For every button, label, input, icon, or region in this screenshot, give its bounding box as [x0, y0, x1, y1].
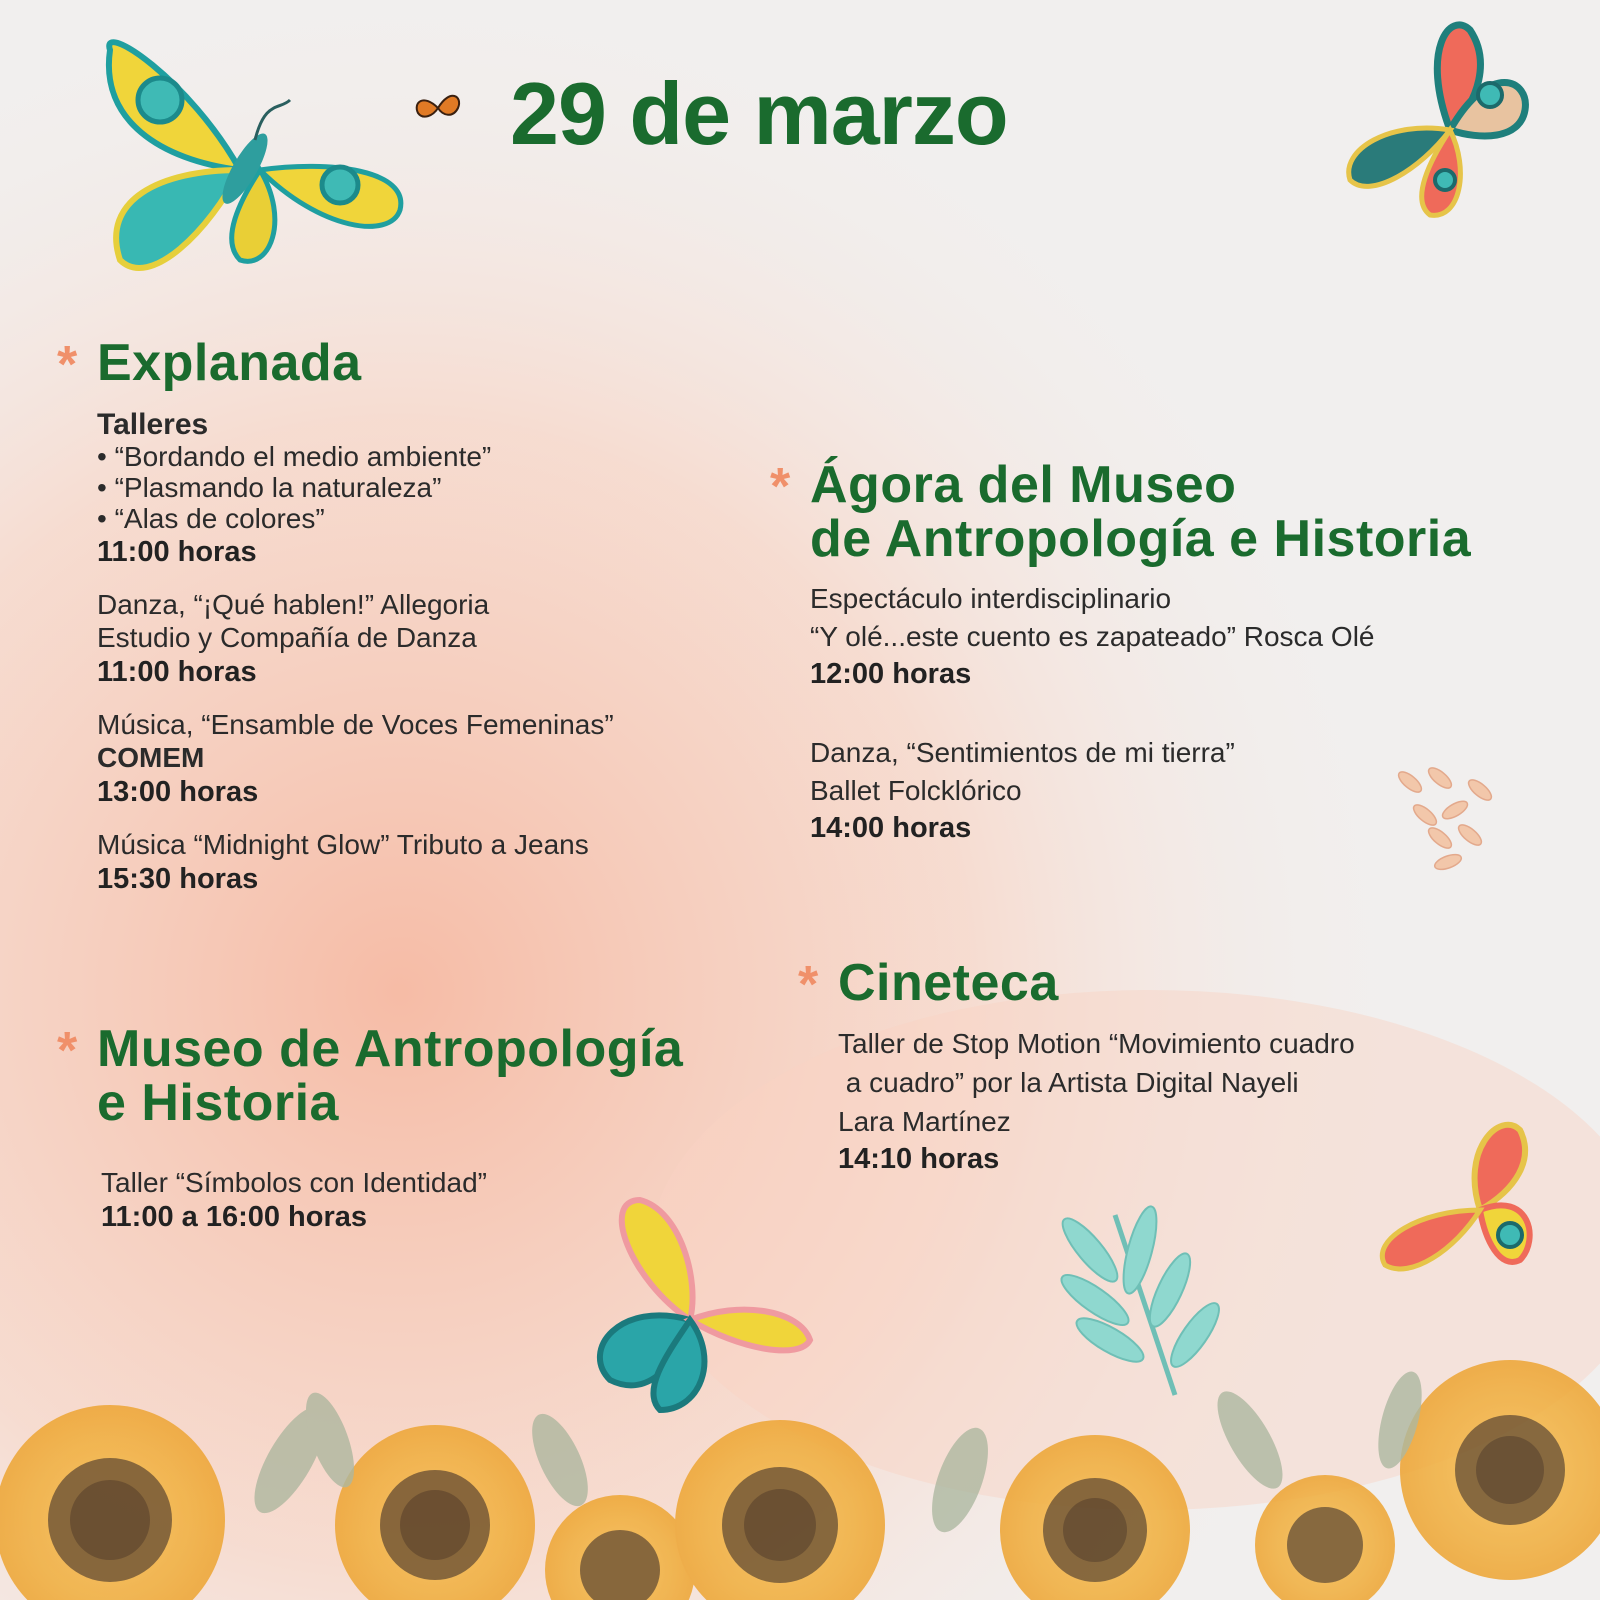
event-time: 11:00 horas: [97, 536, 257, 568]
agora-heading: [770, 456, 1570, 568]
event-time: 11:00 a 16:00 horas: [101, 1201, 368, 1233]
talleres-block: [97, 408, 737, 570]
agora-event1: [810, 580, 1570, 692]
explanada-heading: [57, 334, 737, 394]
event-title: Lara Martínez: [838, 1106, 1011, 1137]
taller-item: • “Plasmando la naturaleza”: [97, 472, 442, 503]
cineteca-heading: [798, 954, 1538, 1014]
event-title: Música “Midnight Glow” Tributo a Jeans: [97, 829, 589, 860]
event-title: Espectáculo interdisciplinario: [810, 583, 1172, 614]
museo-event: [97, 1166, 777, 1235]
section-museo: [57, 1020, 777, 1235]
taller-item: • “Alas de colores”: [97, 503, 325, 534]
event-time: 14:00 horas: [810, 812, 972, 844]
event-time: 12:00 horas: [810, 658, 972, 690]
danza-block: [97, 588, 737, 690]
event-title: Estudio y Compañía de Danza: [97, 622, 477, 653]
event-time: 13:00 horas: [97, 776, 259, 808]
event-title: Danza, “¡Qué hablen!” Allegoria: [97, 589, 490, 620]
asterisk-icon: *: [798, 956, 819, 1014]
cineteca-heading-text: Cineteca: [838, 954, 1059, 1012]
event-title: Taller de Stop Motion “Movimiento cuadro: [838, 1028, 1355, 1059]
museo-heading-line1: Museo de Antropología: [97, 1020, 684, 1078]
asterisk-icon: *: [770, 458, 791, 516]
asterisk-icon: *: [57, 336, 78, 394]
event-title: Taller “Símbolos con Identidad”: [101, 1167, 487, 1198]
event-time: 14:10 horas: [838, 1143, 1000, 1175]
section-cineteca: [798, 954, 1538, 1177]
musica2-block: [97, 828, 737, 897]
event-time: 11:00 horas: [97, 656, 257, 688]
page-title: 29 de marzo: [510, 64, 1008, 163]
agora-heading-line1: Ágora del Museo: [810, 456, 1237, 514]
event-title: “Y olé...este cuento es zapateado” Rosca Olé: [810, 621, 1375, 652]
event-title: Música, “Ensamble de Voces Femeninas”: [97, 709, 614, 740]
event-title: Ballet Folcklórico: [810, 775, 1022, 806]
event-title: Danza, “Sentimientos de mi tierra”: [810, 737, 1235, 768]
event-title: a cuadro” por la Artista Digital Nayeli: [838, 1067, 1299, 1098]
taller-item: • “Bordando el medio ambiente”: [97, 441, 492, 472]
talleres-label: Talleres: [97, 408, 209, 441]
museo-heading: [57, 1020, 777, 1132]
agora-heading-line2: de Antropología e Historia: [810, 510, 1472, 568]
section-explanada: [57, 334, 737, 915]
explanada-heading-text: Explanada: [97, 334, 362, 392]
agora-event2: [810, 734, 1570, 846]
event-time: 15:30 horas: [97, 863, 259, 895]
section-agora: [770, 456, 1570, 846]
musica1-block: [97, 708, 737, 810]
asterisk-icon: *: [57, 1022, 78, 1080]
event-performer: COMEM: [97, 742, 205, 773]
museo-heading-line2: e Historia: [97, 1074, 339, 1132]
